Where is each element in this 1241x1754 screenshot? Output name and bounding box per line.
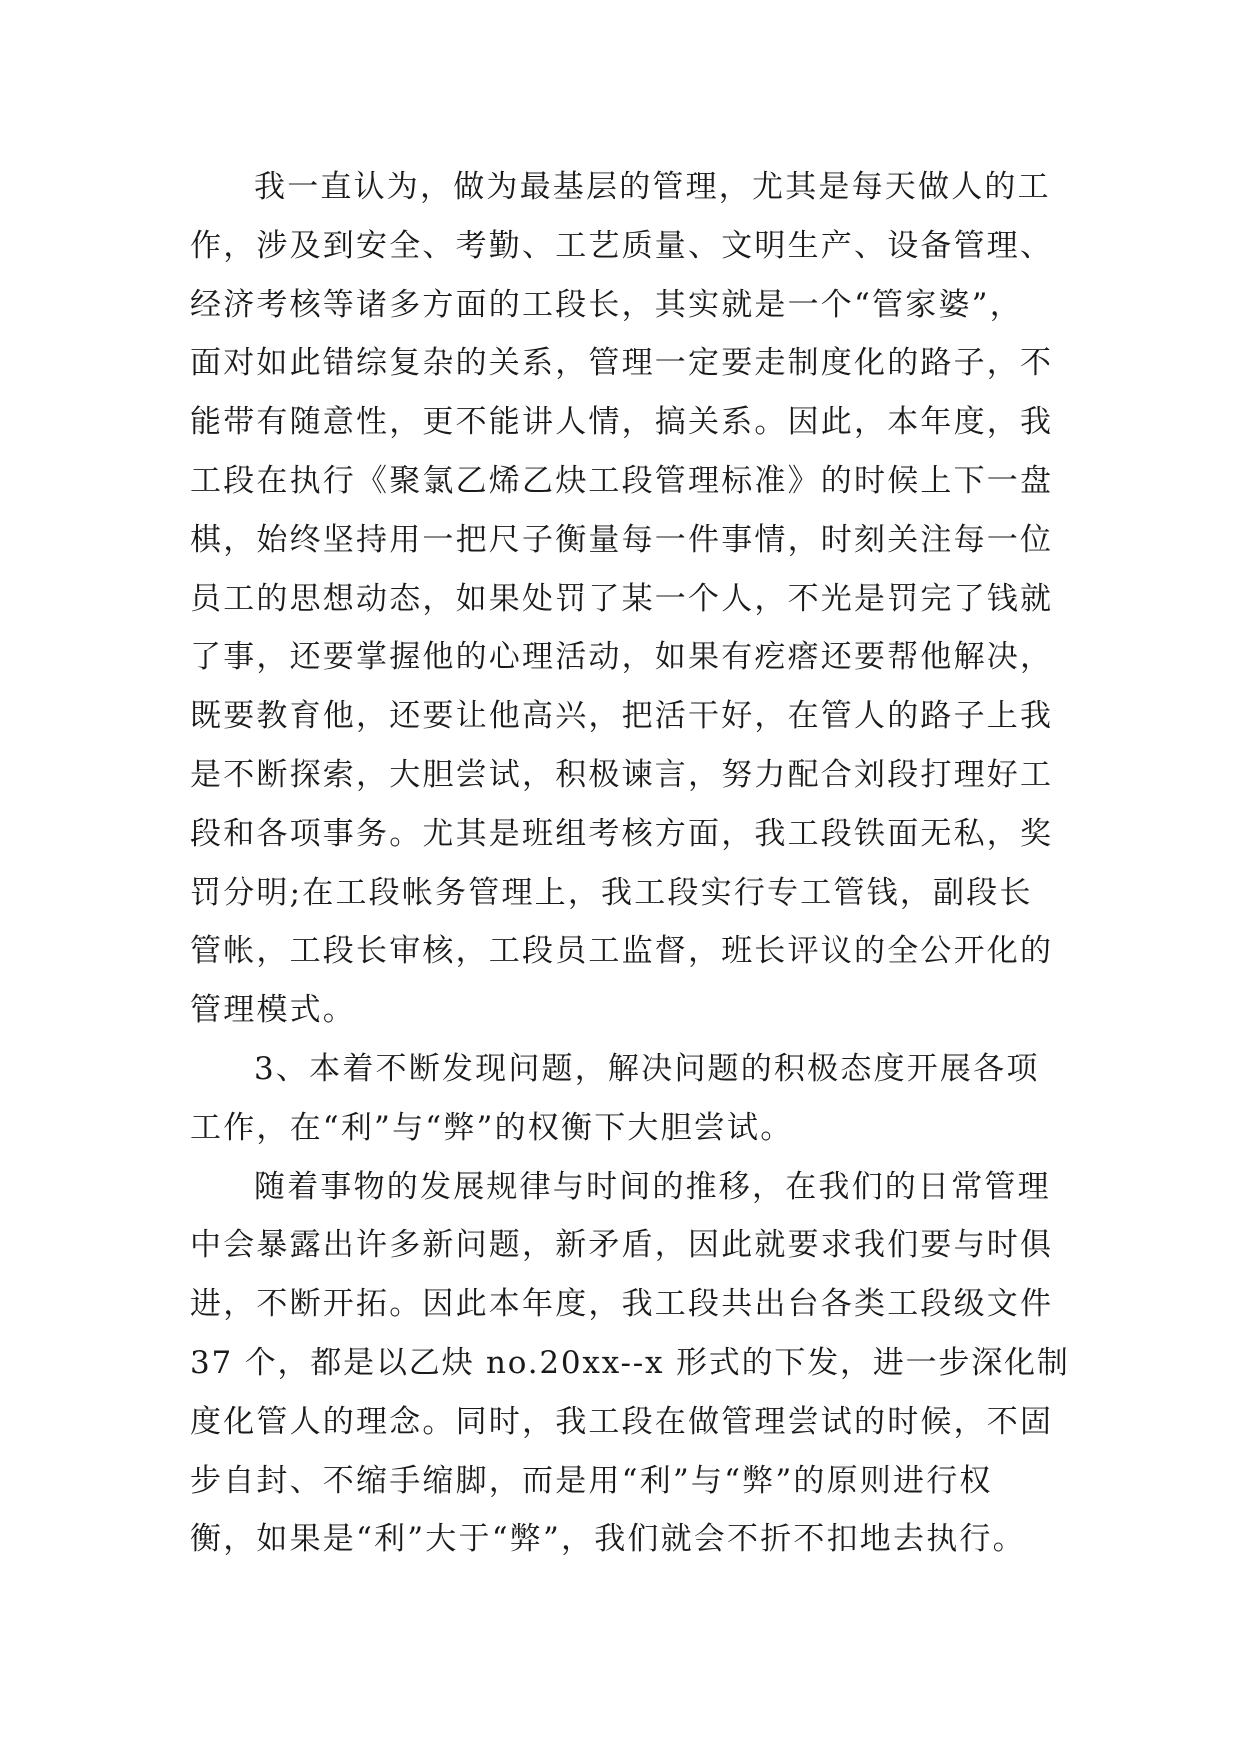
text-line: 棋，始终坚持用一把尺子衡量每一件事情，时刻关注每一位 [190,521,1054,558]
document-body [190,158,1070,1569]
text-line: 3、本着不断发现问题，解决问题的积极态度开展各项 [254,1050,1040,1087]
text-line: 了事，还要掌握他的心理活动，如果有疙瘩还要帮他解决， [190,639,1054,676]
text-line: 员工的思想动态，如果处罚了某一个人，不光是罚完了钱就 [190,580,1054,617]
text-line: 罚分明;在工段帐务管理上，我工段实行专工管钱，副段长 [190,874,1033,911]
text-line: 工段在执行《聚氯乙烯乙炔工段管理标准》的时候上下一盘 [190,462,1054,499]
text-line: 衡，如果是“利”大于“弊”，我们就会不折不扣地去执行。 [190,1521,1026,1558]
text-line: 中会暴露出许多新问题，新矛盾，因此就要求我们要与时俱 [190,1227,1054,1264]
text-line: 作，涉及到安全、考勤、工艺质量、文明生产、设备管理、 [190,227,1054,264]
text-line: 工作，在“利”与“弊”的权衡下大胆尝试。 [190,1109,794,1146]
text-line: 段和各项事务。尤其是班组考核方面，我工段铁面无私，奖 [190,815,1054,852]
text-line: 既要教育他，还要让他高兴，把活干好，在管人的路子上我 [190,698,1054,735]
text-line: 随着事物的发展规律与时间的推移，在我们的日常管理 [254,1168,1051,1205]
text-line: 能带有随意性，更不能讲人情，搞关系。因此，本年度，我 [190,404,1054,441]
text-line: 面对如此错综复杂的关系，管理一定要走制度化的路子，不 [190,345,1054,382]
text-line: 管理模式。 [190,992,356,1029]
text-line: 进，不断开拓。因此本年度，我工段共出台各类工段级文件 [190,1286,1054,1323]
text-line: 管帐，工段长审核，工段员工监督，班长评议的全公开化的 [190,933,1054,970]
text-line: 是不断探索，大胆尝试，积极谏言，努力配合刘段打理好工 [190,756,1054,793]
text-line: 经济考核等诸多方面的工段长，其实就是一个“管家婆”， [190,286,1023,323]
text-line: 步自封、不缩手缩脚，而是用“利”与“弊”的原则进行权 [190,1462,993,1499]
text-line: 度化管人的理念。同时，我工段在做管理尝试的时候，不固 [190,1403,1054,1440]
text-line: 我一直认为，做为最基层的管理，尤其是每天做人的工 [254,169,1051,205]
text-line: 37 个，都是以乙炔 no.20xx--x 形式的下发，进一步深化制 [190,1344,1070,1381]
